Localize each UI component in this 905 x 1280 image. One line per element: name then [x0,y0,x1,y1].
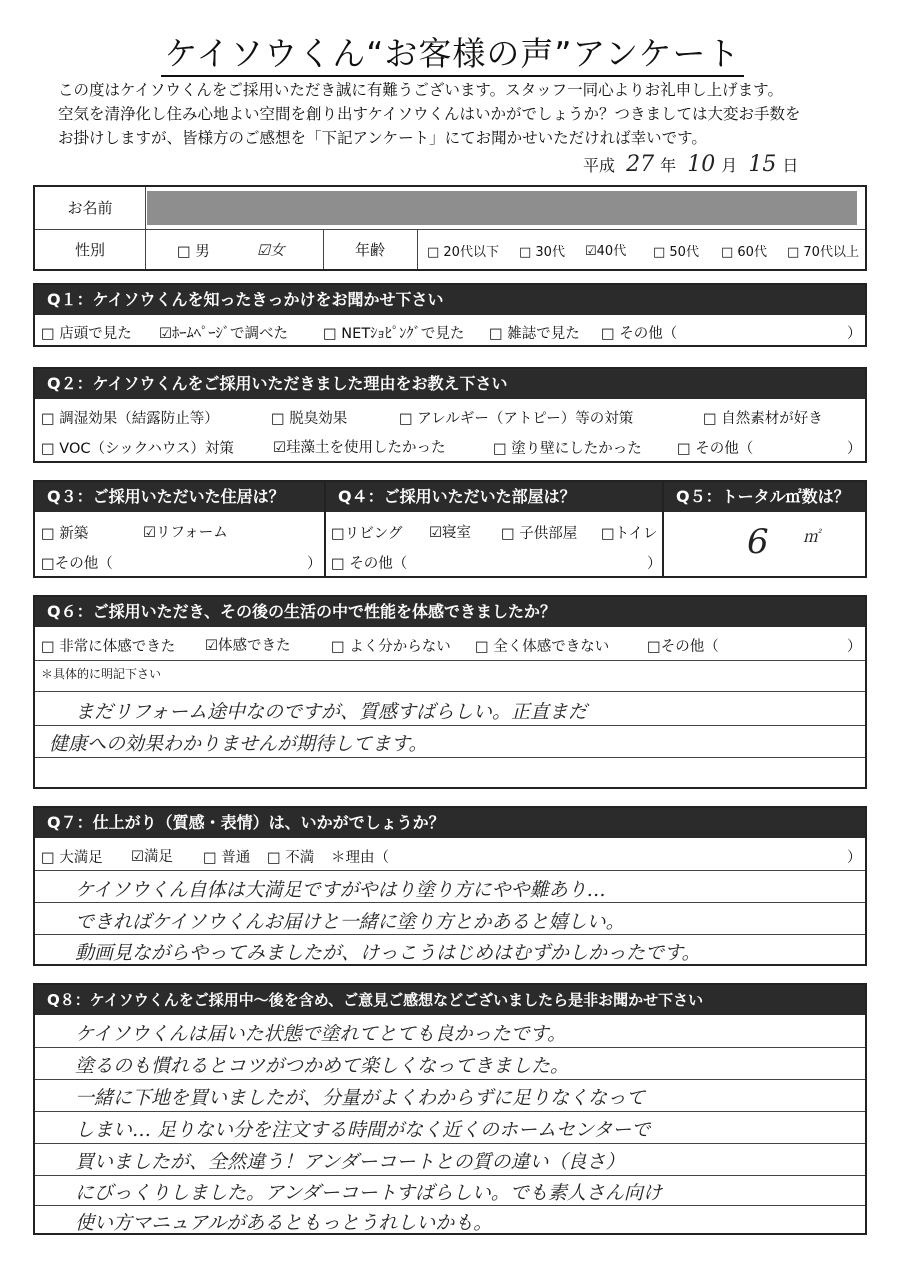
q8-answer-line: 買いましたが、全然違う！アンダーコートとの質の違い（良さ） [75,1151,625,1173]
q5-area-unit: ㎡ [803,527,820,546]
q4-other-close: ） [647,556,662,572]
q2-option-voc[interactable]: □ VOC（シックハウス）対策 [41,441,234,457]
q3-header: Q３：ご採用いただいた住居は？ [47,487,285,506]
q6-option-very[interactable]: □ 非常に体感できた [41,639,176,655]
q2-header: Q２：ケイソウくんをご採用いただきました理由をお教え下さい [35,369,865,399]
q1-option-net-shopping[interactable]: □ NETｼｮﾋﾟﾝｸﾞで見た [323,326,465,342]
date-era: 平成 [583,156,616,175]
age-option-20s[interactable]: □ 20代以下 [427,245,499,260]
q2-option-deodorant[interactable]: □ 脱臭効果 [271,411,348,427]
q1-other-close: ） [847,326,862,342]
survey-date [583,152,798,177]
q6-other-close: ） [847,639,862,655]
q7-answer-line: ケイソウくん自体は大満足ですがやはり塗り方にやや難あり… [75,879,606,901]
q4-option-toilet[interactable]: □トイレ [601,526,658,542]
date-year-unit: 年 [660,156,677,175]
intro-line: この度はケイソウくんをご採用いただき誠に有難うございます。スタッフ一同心よりお礼申し上げます。 [58,81,783,99]
profile-table [33,185,867,271]
age-label: 年齢 [354,241,385,259]
q3-option-new-build[interactable]: □ 新築 [41,526,89,542]
q7-section [33,806,867,966]
date-month-unit: 月 [721,156,738,175]
q3-other-close: ） [307,556,322,572]
age-option-30s[interactable]: □ 30代 [519,245,565,260]
q2-option-plaster-wall[interactable]: □ 塗り壁にしたかった [493,441,642,457]
q2-section [33,367,867,463]
q6-note: ＊具体的に明記下さい [41,667,162,681]
q8-section [33,983,867,1235]
q3-q5-section [33,480,867,578]
age-option-50s[interactable]: □ 50代 [653,245,699,260]
q1-section [33,283,867,347]
q1-option-store[interactable]: □ 店頭で見た [41,326,132,342]
gender-male-option[interactable]: □ 男 [177,244,210,260]
name-label: お名前 [67,199,113,217]
q4-header: Q４：ご採用いただいた部屋は？ [338,487,576,506]
q8-answer-line: 一緒に下地を買いましたが、分量がよくわからずに足りなくなって [75,1087,646,1109]
q6-header: Q６：ご採用いただき、その後の生活の中で性能を体感できましたか？ [35,597,865,627]
q7-option-satisfied[interactable]: ☑満足 [131,849,173,865]
q8-answer-line: 使い方マニュアルがあるともっとうれしいかも。 [75,1212,493,1234]
q7-option-very-satisfied[interactable]: □ 大満足 [41,850,103,866]
q2-option-diatomite[interactable]: ☑珪藻土を使用したかった [273,440,446,456]
q8-answer-line: にびっくりしました。アンダーコートすばらしい。でも素人さん向け [75,1182,662,1204]
intro-line: 空気を清浄化し住み心地よい空間を創り出すケイソウくんはいかがでしょうか？つきましては大変お手数を [58,105,801,123]
age-option-40s[interactable]: ☑40代 [585,244,627,259]
q1-option-magazine[interactable]: □ 雑誌で見た [489,326,580,342]
q7-answer-line: 動画見ながらやってみましたが、けっこうはじめはむずかしかったです。 [75,942,701,964]
q2-other-close: ） [847,441,862,457]
age-option-70s[interactable]: □ 70代以上 [787,245,859,260]
name-redacted [147,191,857,225]
q2-option-natural[interactable]: □ 自然素材が好き [703,411,823,427]
q6-option-other[interactable]: □その他（ [647,639,719,655]
q2-option-humidity[interactable]: □ 調湿効果（結露防止等） [41,411,219,427]
gender-label: 性別 [74,241,105,259]
q7-reason-label: ＊理由（ [331,850,389,866]
date-day-unit: 日 [782,156,799,175]
q3-option-reform[interactable]: ☑リフォーム [143,525,228,541]
intro-line: お掛けしますが、皆様方のご感想を「下記アンケート」にてお聞かせいただければ幸いです。 [58,129,707,147]
q1-header: Q１：ケイソウくんを知ったきっかけをお聞かせ下さい [35,285,865,315]
q5-area-value: 6 [747,522,769,562]
q2-option-allergy[interactable]: □ アレルギー（アトピー）等の対策 [399,411,634,427]
q5-header: Q５：トータル㎡数は？ [676,487,850,506]
q8-answer-line: ケイソウくんは届いた状態で塗れてとても良かったです。 [75,1023,567,1045]
q8-header: Q８：ケイソウくんをご採用中～後を含め、ご意見ご感想などございましたら是非お聞かせ下さい [35,985,865,1015]
q3-option-other[interactable]: □その他（ [41,556,113,572]
q6-section [33,595,867,789]
q4-option-bedroom[interactable]: ☑寝室 [429,525,471,541]
intro-text [58,78,858,150]
date-month: 10 [687,152,716,177]
q7-option-normal[interactable]: □ 普通 [203,850,251,866]
survey-title: ケイソウくん“お客様の声”アンケート [0,28,905,75]
age-option-60s[interactable]: □ 60代 [721,245,767,260]
q6-option-felt[interactable]: ☑体感できた [205,638,291,654]
q6-answer-line: 健康への効果わかりませんが期待してます。 [49,733,428,755]
q6-answer-line: まだリフォーム途中なのですが、質感すばらしい。正直まだ [75,701,588,723]
q7-answer-line: できればケイソウくんお届けと一緒に塗り方とかあると嬉しい。 [75,911,625,933]
q8-answer-line: 塗るのも慣れるとコツがつかめて楽しくなってきました。 [75,1055,570,1077]
q6-option-not-at-all[interactable]: □ 全く体感できない [475,639,610,655]
date-year: 27 [626,152,655,177]
q4-option-kids-room[interactable]: □ 子供部屋 [501,526,578,542]
q1-option-homepage[interactable]: ☑ﾎｰﾑﾍﾟｰｼﾞで調べた [159,326,288,342]
q1-option-other[interactable]: □ その他（ [601,326,678,342]
q4-option-other[interactable]: □ その他（ [331,556,408,572]
q7-reason-close: ） [847,850,862,866]
q4-option-living[interactable]: □リビング [331,526,403,542]
q7-header: Q７：仕上がり（質感・表情）は、いかがでしょうか？ [35,808,865,838]
gender-female-option[interactable]: ☑女 [257,243,285,259]
q6-option-unsure[interactable]: □ よく分からない [331,639,451,655]
q7-option-unsatisfied[interactable]: □ 不満 [267,850,315,866]
q8-answer-line: しまい… 足りない分を注文する時間がなく近くのホームセンターで [75,1119,651,1141]
date-day: 15 [748,152,777,177]
q2-option-other[interactable]: □ その他（ [677,441,754,457]
